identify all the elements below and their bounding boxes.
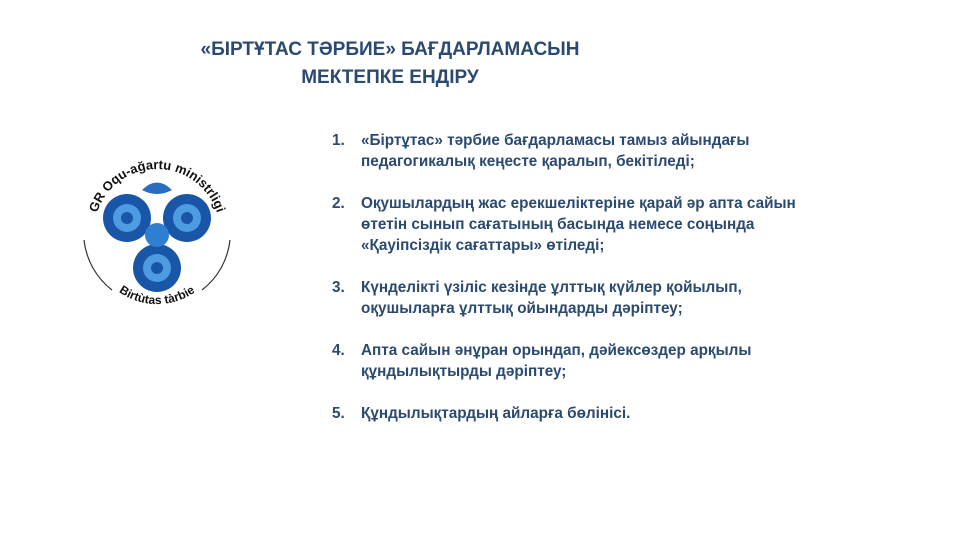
svg-text:GR Oqu-ağartu ministrligi: GR Oqu-ağartu ministrligi <box>85 156 229 215</box>
item-text: педагогикалық кеңесте қаралып, бекітіледі; <box>361 153 695 170</box>
list-item <box>332 277 932 319</box>
svg-text:Birtùtas tàrbie: Birtùtas tàrbie <box>116 282 198 308</box>
item-text: Апта сайын әнұран орындап, дәйексөздер арқылы <box>361 342 752 359</box>
item-text: «Қауіпсіздік сағаттары» өтіледі; <box>361 237 605 254</box>
birtutas-tarbie-logo <box>72 140 242 320</box>
title-line-1: «БІРТҰТАС ТӘРБИЕ» БАҒДАРЛАМАСЫН <box>200 39 580 60</box>
list-item <box>332 403 932 424</box>
item-text: құндылықтырды дәріптеу; <box>361 363 567 380</box>
title-line-2: МЕКТЕПКЕ ЕНДІРУ <box>301 67 479 88</box>
item-text: өтетін сынып сағатының басында немесе соңында <box>361 216 755 233</box>
list-item <box>332 340 932 382</box>
item-text: Оқушылардың жас ерекшеліктеріне қарай әр апта сайын <box>361 195 796 212</box>
slide-title <box>100 36 680 92</box>
item-text: Күнделікті үзіліс кезінде ұлттық күйлер қойылып, <box>361 279 742 296</box>
list-item <box>332 193 932 256</box>
list-item <box>332 130 932 172</box>
ornament-icon <box>103 183 211 293</box>
item-number: 1. <box>332 132 345 149</box>
item-text: «Біртұтас» тәрбие бағдарламасы тамыз айындағы <box>361 132 750 149</box>
item-number: 2. <box>332 195 345 212</box>
item-text: оқушыларға ұлттық ойындарды дәріптеу; <box>361 300 683 317</box>
item-number: 4. <box>332 342 345 359</box>
item-text: Құндылықтардың айларға бөлінісі. <box>361 405 631 422</box>
item-number: 3. <box>332 279 345 296</box>
item-number: 5. <box>332 405 345 422</box>
program-steps-list <box>332 130 932 445</box>
